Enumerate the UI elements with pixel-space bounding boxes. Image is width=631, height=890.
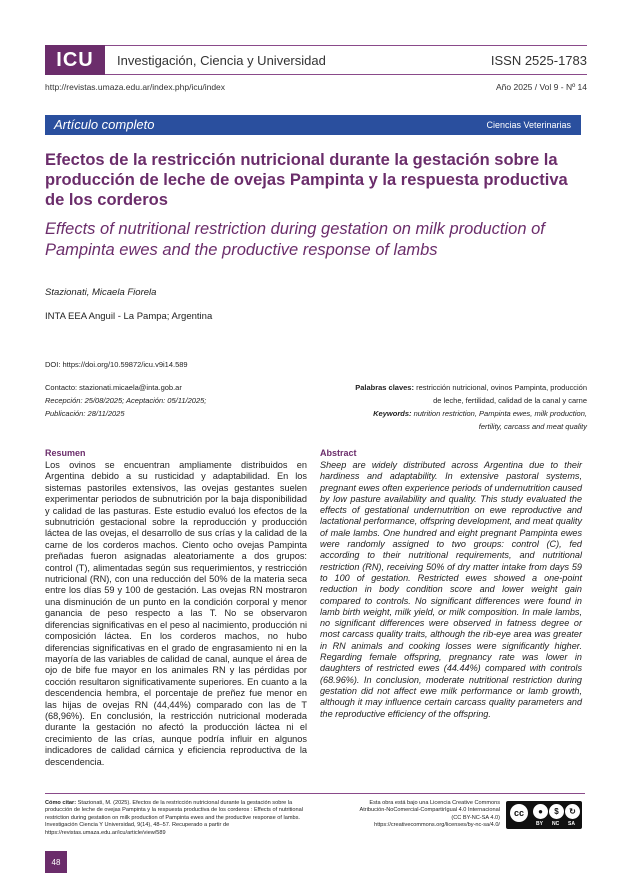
license-line1: Esta obra está bajo una Licencia Creative Commons [369,800,500,806]
publication-date: Publicación: 28/11/2025 [45,409,125,418]
article-type-banner [45,115,581,135]
keywords-en-label: Keywords: [373,409,412,418]
title-english: Effects of nutritional restriction during gestation on milk production of Pampinta ewes and the productive response of lambs [45,220,545,259]
keywords-en-line1: nutrition restriction, Pampinta ewes, milk production, [413,409,587,418]
license-url-link[interactable]: https://creativecommons.org/licenses/by-nc-sa/4.0/ [374,822,500,829]
authors: Stazionati, Micaela Fiorela [45,287,157,298]
journal-url-link[interactable]: http://revistas.umaza.edu.ar/index.php/icu/index [45,82,226,92]
keywords-block [307,381,587,433]
cc-icon: cc [510,804,528,822]
article-section: Ciencias Veterinarias [486,120,571,130]
keywords-es-label: Palabras claves: [355,383,414,392]
cc-sa-label: SA [568,821,575,827]
abstract-heading: Abstract [320,448,357,458]
journal-name: Investigación, Ciencia y Universidad [117,53,326,68]
sa-icon: ↻ [565,804,580,819]
license-line2: Atribución-NoComercial-CompartirIgual 4.0 Internacional [359,807,500,814]
by-icon: ● [533,804,548,819]
contact-block [45,381,206,420]
contact-email: Contacto: stazionati.micaela@inta.gob.ar [45,383,182,392]
resumen-heading: Resumen [45,448,86,458]
cc-nc-label: NC [552,821,560,827]
cite-label: Cómo citar: [45,800,77,806]
nc-icon: $ [549,804,564,819]
title-spanish: Efectos de la restricción nutricional durante la gestación sobre la producción de leche de ovejas Pampinta y la respuesta productiva de los corderos [45,151,568,209]
resumen-column [45,448,307,768]
license-line3: (CC BY-NC-SA 4.0) [451,814,500,821]
license-text [328,800,500,830]
affiliation: INTA EEA Anguil - La Pampa; Argentina [45,311,213,322]
doi-link[interactable]: DOI: https://doi.org/10.59872/icu.v9i14.589 [45,360,188,369]
cc-license-badge[interactable] [506,801,582,829]
article-type: Artículo completo [54,117,155,132]
abstract-text: Sheep are widely distributed across Argentina due to their hardiness and adaptability. In extensive pastoral systems, pregnant ewes often experience periods of undernutrition caused by low pasture availability and quality. This study evaluated the effects of gestational undernutrition on ewe reproductive and lactational performance, offspring development, and meat quality of male lambs. One hundred and eight pregnant Pampinta ewes were randomly assigned to two groups: control (C), fed according to their nutritional requirements, and nutritional restriction (RN), receiving 50% of dry matter intake from days 59 to 100 of gestation. Restricted ewes showed a one-point reduction in body condition score and lower weight gain compared to controls. No significant differences were found in lamb birth weight, milk yield, or milk composition. In male lambs, no significant differences were observed in fatness degree or most carcass quality traits, although the rib-eye area was greater in RN animals and cooking losses were significantly higher. Regarding female offspring, pregnancy rate was lower in daughters of restricted ewes (44.44%) compared with controls (68.96%). In conclusion, moderate nutritional restriction during gestation did not affect ewe milk performance or lamb growth, although it may influence certain carcass quality parameters and the reproductive efficiency of the offspring. [320,460,582,719]
cite-text: Stazionati, M. (2025). Efectos de la restricción nutricional durante la gestación sobre la producción de leche de ovejas Pampinta y la respuesta productiva de los corderos : Effects of nutritional restriction during gestation on milk production of Pampinta ewes and the productive response of lambs. Investigación Ciencia Y Universidad, 9(14), 48–57. Recuperado a partir de https://revistas.umaza.edu.ar/icu/article/view/589 [45,800,303,836]
journal-logo: ICU [45,45,105,75]
page-number: 48 [45,851,67,873]
received-accepted-dates: Recepción: 25/08/2025; Aceptación: 05/11/2025; [45,396,207,405]
resumen-text: Los ovinos se encuentran ampliamente distribuidos en Argentina debido a su rusticidad y adaptabilidad. En los sistemas pastoriles extensivos, las ovejas gestantes suelen experimentar periodos de subnutrición por la baja disponibilidad y calidad de las pasturas. Este estudio evaluó los efectos de la subnutrición gestacional sobre la reproducción y producción láctea de las ovejas, el desarrollo de sus crías y la calidad de la carne de los corderos machos. Ciento ocho ovejas Pampinta preñadas fueron asignadas aleatoriamente a dos grupos: control (T), alimentadas según sus requerimientos, y restricción nutricional (RN), con una reducción del 50% de la materia seca entre los días 59 y 100 de gestación. Las ovejas RN mostraron una disminución de un punto en la condición corporal y menor ganancia de peso respecto a las T. No se observaron diferencias significativas en el peso al nacimiento, producción ni composición láctea. En los corderos machos, no hubo diferencias significativas en el grado de engrasamiento ni en la mayoría de las variables de calidad de canal, aunque el área de ojo de bife fue mayor en los animales RN y las pérdidas por cocción resultaron significativamente superiores. En cuanto a la descendencia hembra, el porcentaje de preñez fue menor en las hijas de ovejas RN (44,44%) comparado con las de T (68,96%). En conclusión, la restricción nutricional moderada durante la gestación no afectó la producción láctea ni el crecimiento de las crías, aunque podría influir en algunos indicadores de calidad cárnica y eficiencia reproductiva de la descendencia. [45,460,307,767]
cc-by-label: BY [536,821,543,827]
keywords-en-line2: fertility, carcass and meat quality [478,422,587,431]
keywords-es-line1: restricción nutricional, ovinos Pampinta, producción [416,383,587,392]
keywords-es-line2: de leche, fertilidad, calidad de la canal y carne [433,396,587,405]
footer-divider [45,793,585,794]
citation [45,800,310,837]
issue-info: Año 2025 / Vol 9 - Nº 14 [496,82,587,92]
abstract-column [320,448,582,720]
issn: ISSN 2525-1783 [490,53,587,68]
